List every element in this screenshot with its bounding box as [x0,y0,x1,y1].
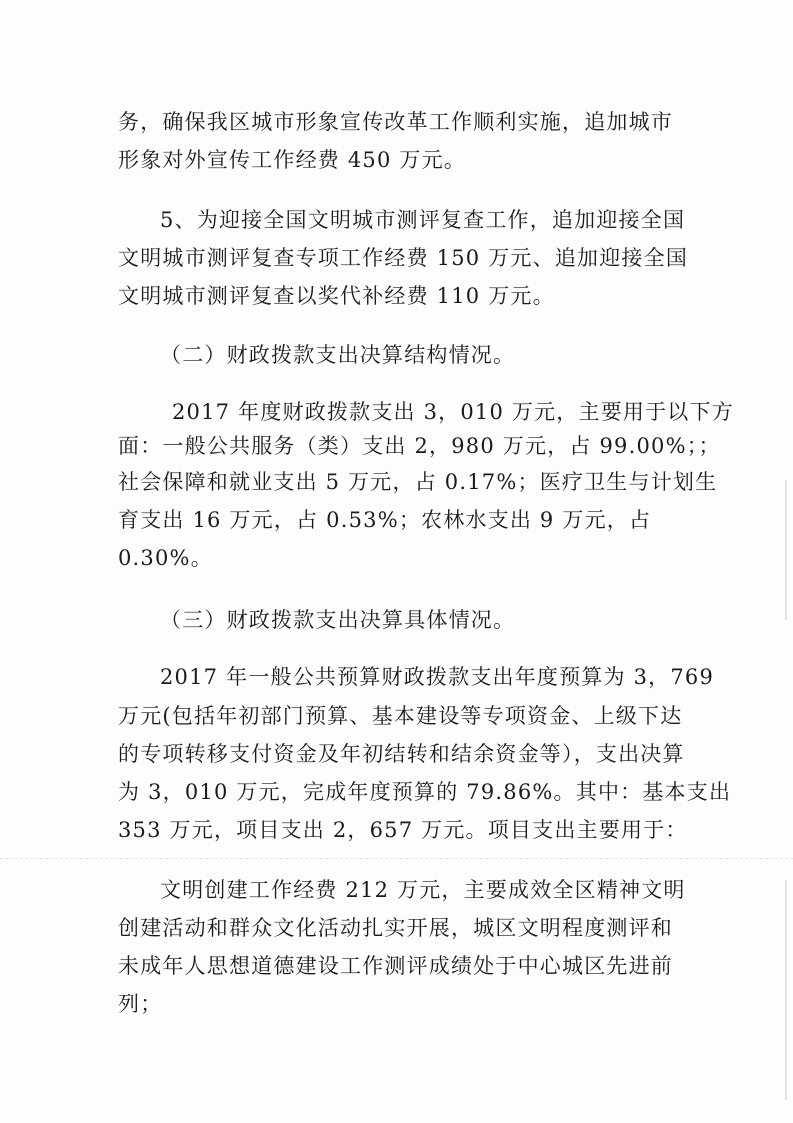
text-line: 面：一般公共服务（类）支出 2，980 万元，占 99.00%；； [118,434,721,458]
text-line: 文明城市测评复查专项工作经费 150 万元、追加迎接全国 [118,246,689,270]
text-line: 353 万元，项目支出 2，657 万元。项目支出主要用于： [118,818,688,842]
paragraph-start: 2017 年一般公共预算财政拨款支出年度预算为 3，769 [160,665,715,689]
text-line: 0.30%。 [118,546,213,570]
text-line: 文明城市测评复查以奖代补经费 110 万元。 [118,284,555,308]
text-line: 为 3，010 万元，完成年度预算的 79.86%。其中：基本支出 [118,780,732,804]
paragraph-start: 2017 年度财政拨款支出 3，010 万元，主要用于以下方 [172,400,734,424]
text-line: 列； [118,992,163,1016]
section-heading-3: （三）财政拨款支出决算具体情况。 [160,608,516,632]
text-line: 的专项转移支付资金及年初结转和结余资金等），支出决算 [118,742,685,766]
text-line: 未成年人思想道德建设工作测评成绩处于中心城区先进前 [118,954,673,978]
scan-edge-mark [785,480,787,620]
text-line: 务，确保我区城市形象宣传改革工作顺利实施，追加城市 [118,110,673,134]
scan-edge-mark [785,880,787,1100]
paragraph-start: 文明创建工作经费 212 万元，主要成效全区精神文明 [160,878,686,902]
text-line: 万元(包括年初部门预算、基本建设等专项资金、上级下达 [118,704,683,728]
text-line: 育支出 16 万元，占 0.53%；农林水支出 9 万元，占 [118,508,652,532]
numbered-item-5: 5、为迎接全国文明城市测评复查工作，追加迎接全国 [160,208,686,232]
text-line: 社会保障和就业支出 5 万元，占 0.17%；医疗卫生与计划生 [118,470,718,494]
text-line: 形象对外宣传工作经费 450 万元。 [118,148,467,172]
scan-fold-line [0,858,793,859]
text-line: 创建活动和群众文化活动扎实开展，城区文明程度测评和 [118,916,673,940]
section-heading-2: （二）财政拨款支出决算结构情况。 [160,343,516,367]
